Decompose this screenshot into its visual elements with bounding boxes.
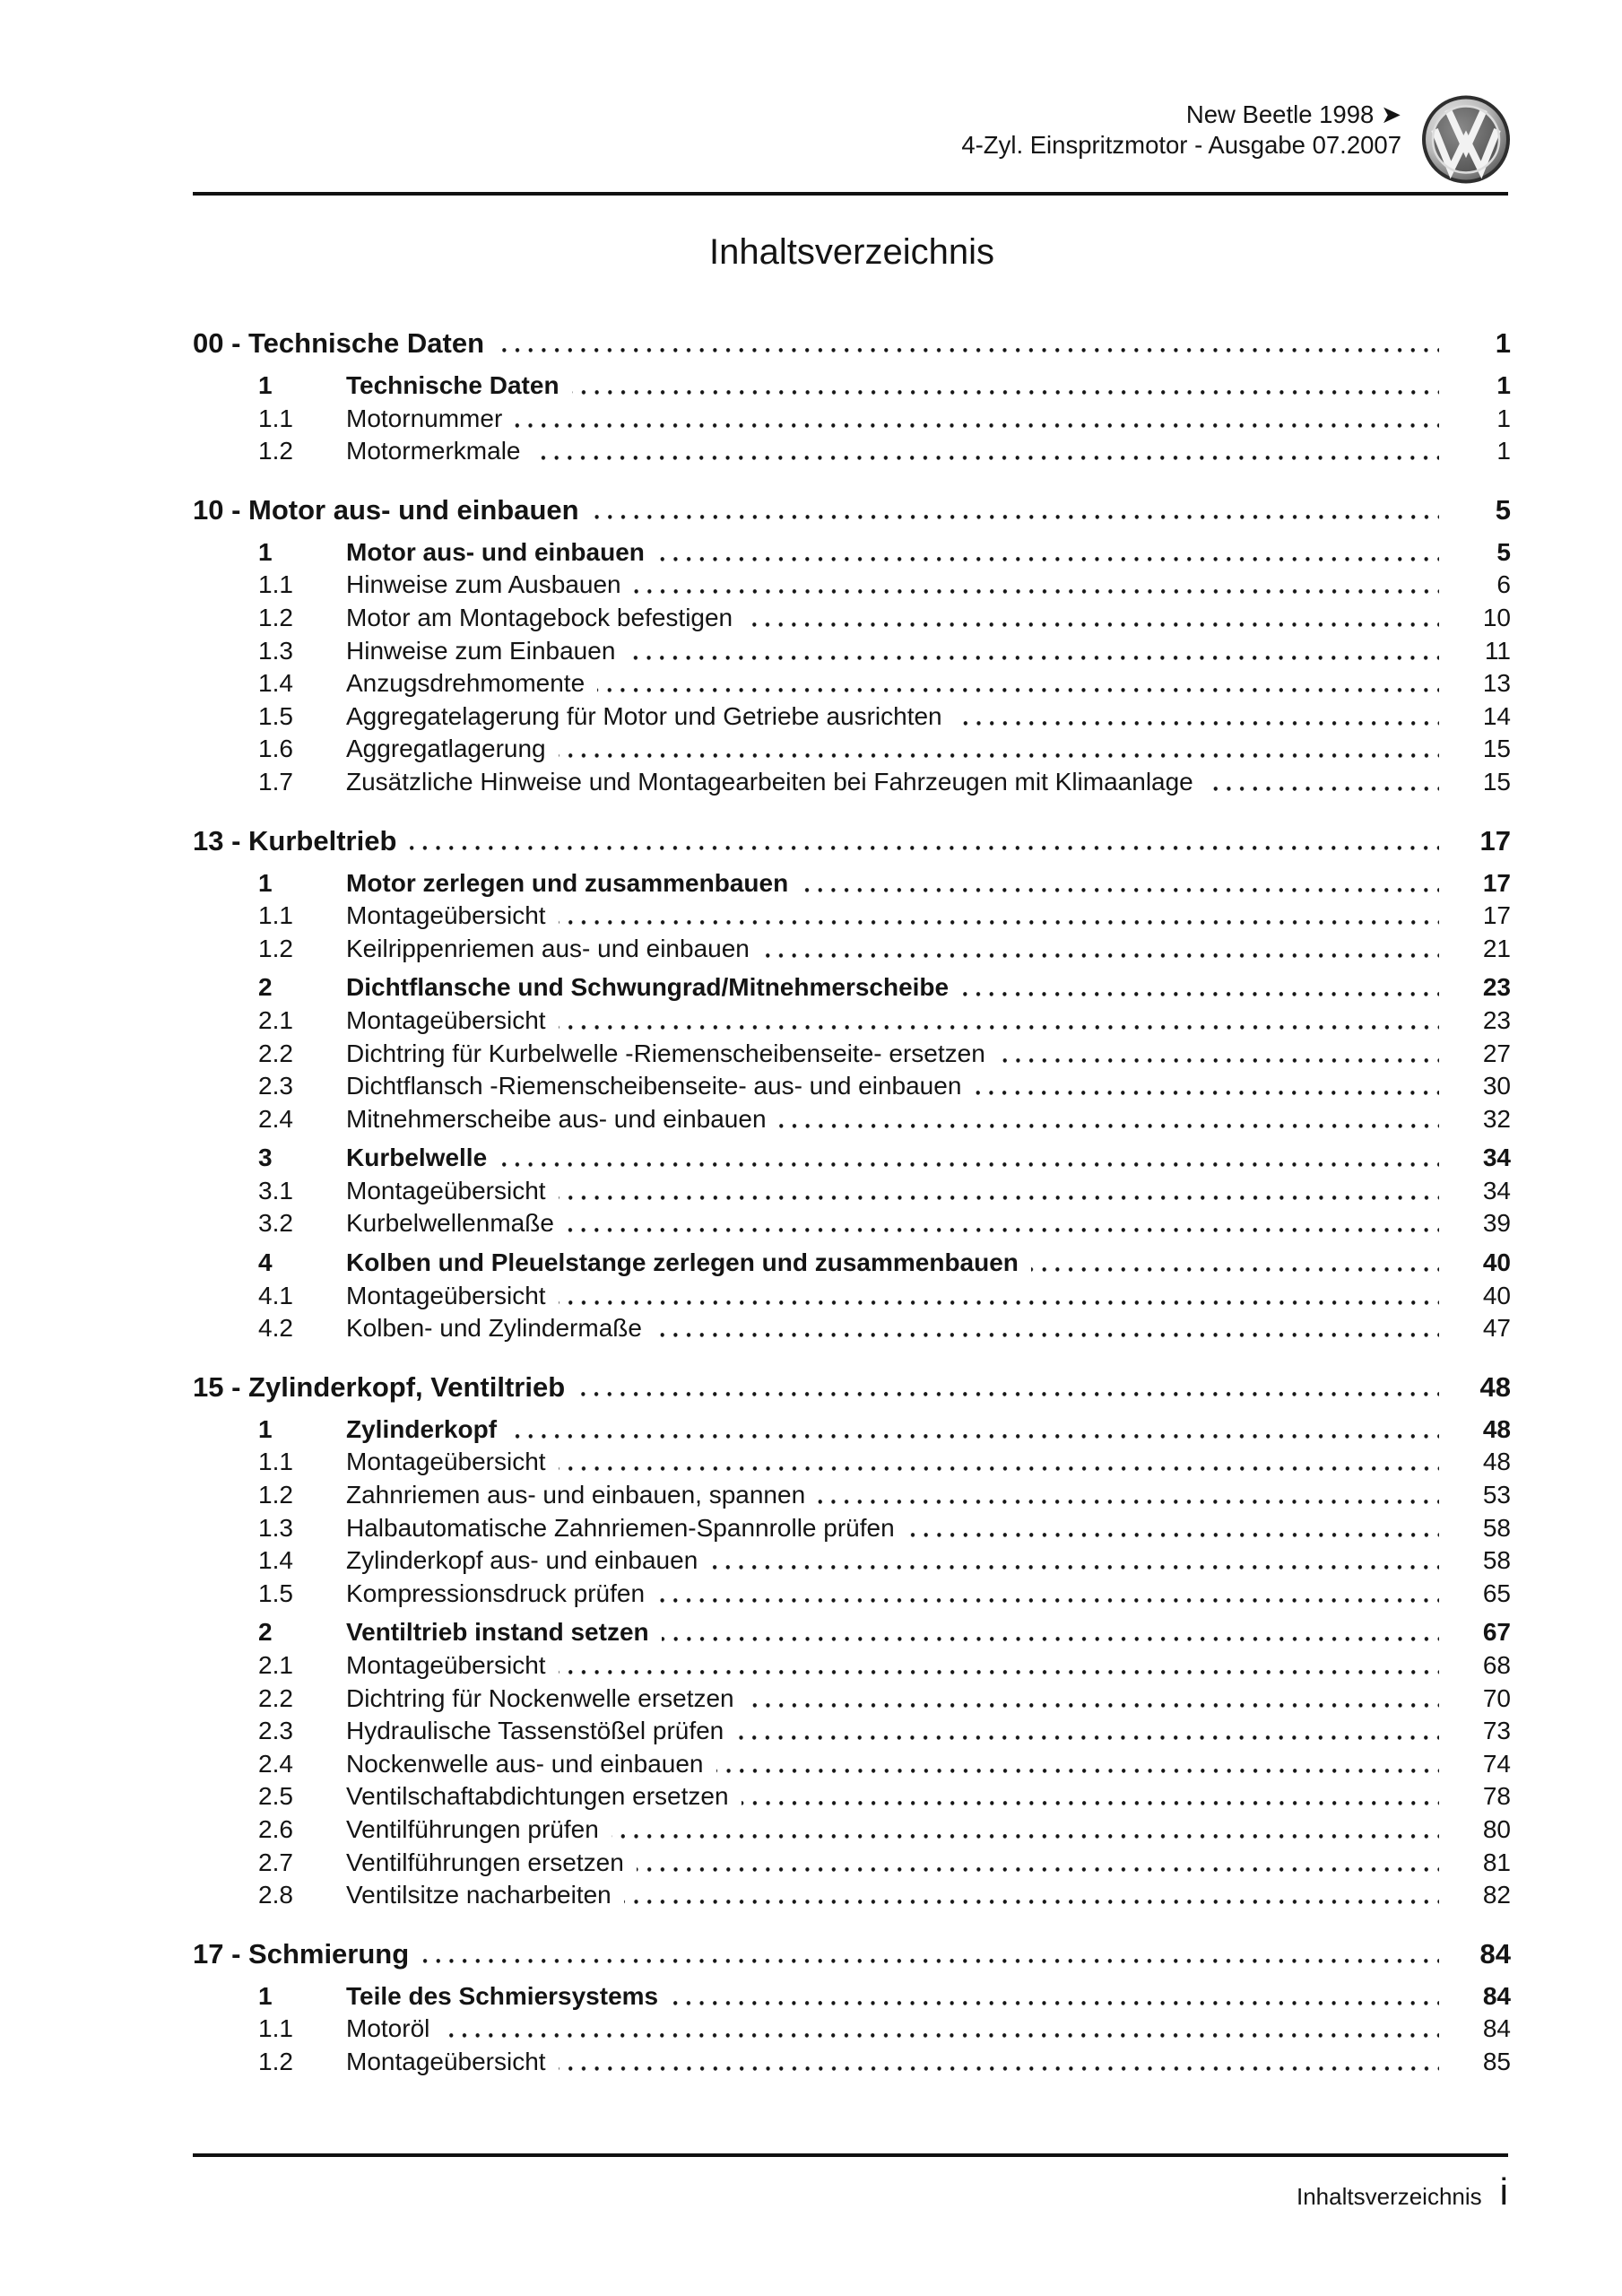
entry-number: 1.1 — [258, 570, 293, 599]
entry-number: 3.1 — [258, 1176, 293, 1205]
entry-row — [193, 971, 1511, 1004]
vw-logo — [1421, 93, 1511, 186]
entry-row — [193, 1312, 1511, 1345]
entry-row — [193, 733, 1511, 766]
entry-page-number: 53 — [1482, 1481, 1511, 1509]
document-footer — [193, 2170, 1508, 2213]
entry-page-number: 11 — [1484, 636, 1511, 665]
entry-title: Mitnehmerscheibe aus- und einbauen — [346, 1104, 767, 1133]
entry-page-number: 5 — [1496, 537, 1511, 566]
leader-dots — [597, 667, 1439, 700]
entry-page-number: 40 — [1482, 1248, 1511, 1277]
entry-title: Kurbelwellenmaße — [346, 1209, 554, 1238]
entry-row — [193, 1813, 1511, 1847]
entry-page-number: 1 — [1496, 371, 1511, 399]
entry-row — [193, 569, 1511, 602]
entry-number: 2.6 — [258, 1814, 293, 1843]
chapter-label: 00 - Technische Daten — [193, 327, 485, 359]
entry-number: 1 — [258, 371, 273, 399]
entry-row — [193, 635, 1511, 668]
entry-row — [193, 435, 1511, 468]
entry-number: 2.5 — [258, 1782, 293, 1811]
leader-dots — [499, 1142, 1439, 1175]
entry-page-number: 80 — [1482, 1814, 1511, 1843]
entry-number: 4.2 — [258, 1314, 293, 1343]
leader-dots — [736, 1715, 1439, 1748]
entry-title: Ventiltrieb instand setzen — [346, 1618, 649, 1647]
entry-page-number: 48 — [1482, 1414, 1511, 1443]
page-title: Inhaltsverzeichnis — [709, 232, 994, 272]
entry-number: 2.3 — [258, 1717, 293, 1745]
chapter-label: 13 - Kurbeltrieb — [193, 824, 397, 857]
entry-title: Ventilführungen ersetzen — [346, 1848, 624, 1876]
entry-number: 4 — [258, 1248, 273, 1277]
entry-title: Hinweise zum Ausbauen — [346, 570, 621, 599]
entry-page-number: 39 — [1482, 1209, 1511, 1238]
entry-title: Motor aus- und einbauen — [346, 537, 645, 566]
leader-dots — [628, 635, 1439, 668]
entry-row — [193, 602, 1511, 635]
entry-row — [193, 1413, 1511, 1447]
entry-title: Montageübersicht — [346, 1005, 546, 1034]
entry-row — [193, 403, 1511, 436]
leader-dots — [533, 435, 1439, 468]
entry-row — [193, 1280, 1511, 1313]
entry-row — [193, 667, 1511, 700]
entry-row — [193, 1780, 1511, 1813]
chapter-page-number: 1 — [1495, 327, 1511, 359]
entry-title: Keilrippenriemen aus- und einbauen — [346, 934, 750, 962]
entry-title: Kolben- und Zylindermaße — [346, 1314, 642, 1343]
chapter-page-number: 5 — [1495, 493, 1511, 526]
entry-page-number: 21 — [1482, 934, 1511, 962]
leader-dots — [742, 1780, 1439, 1813]
document-header — [193, 93, 1511, 186]
entry-row — [193, 1578, 1511, 1611]
leader-dots — [559, 900, 1439, 933]
entry-page-number: 47 — [1482, 1314, 1511, 1343]
entry-row — [193, 700, 1511, 734]
entry-page-number: 13 — [1482, 669, 1511, 698]
entry-title: Zylinderkopf aus- und einbauen — [346, 1546, 698, 1575]
leader-dots — [559, 733, 1439, 766]
entry-page-number: 1 — [1496, 404, 1511, 432]
entry-row — [193, 867, 1511, 900]
entry-number: 2.1 — [258, 1651, 293, 1679]
entry-page-number: 81 — [1482, 1848, 1511, 1876]
entry-number: 1.5 — [258, 1578, 293, 1607]
leader-dots — [572, 370, 1439, 403]
entry-number: 1.2 — [258, 2047, 293, 2075]
entry-page-number: 85 — [1482, 2047, 1511, 2075]
entry-page-number: 27 — [1482, 1039, 1511, 1067]
entry-row — [193, 1446, 1511, 1479]
entry-number: 2.2 — [258, 1039, 293, 1067]
leader-dots — [559, 1004, 1439, 1038]
entry-row — [193, 1616, 1511, 1649]
entry-row — [193, 1004, 1511, 1038]
entry-page-number: 74 — [1482, 1749, 1511, 1778]
leader-dots — [745, 602, 1439, 635]
leader-dots — [716, 1748, 1440, 1781]
leader-dots — [624, 1879, 1439, 1912]
entry-page-number: 32 — [1482, 1104, 1511, 1133]
leader-dots — [559, 1175, 1439, 1208]
footer-divider — [193, 2153, 1508, 2157]
entry-page-number: 84 — [1482, 2014, 1511, 2043]
entry-number: 1.5 — [258, 701, 293, 730]
entry-title: Ventilschaftabdichtungen ersetzen — [346, 1782, 729, 1811]
entry-row — [193, 2046, 1511, 2079]
leader-dots — [1206, 766, 1439, 799]
leader-dots — [747, 1683, 1439, 1716]
entry-row — [193, 1142, 1511, 1175]
entry-title: Motoröl — [346, 2014, 430, 2043]
leader-dots — [657, 536, 1439, 570]
entry-page-number: 68 — [1482, 1651, 1511, 1679]
entry-title: Hydraulische Tassenstößel prüfen — [346, 1717, 724, 1745]
leader-dots — [559, 1280, 1439, 1313]
entry-number: 1.2 — [258, 437, 293, 465]
entry-title: Halbautomatische Zahnriemen-Spannrolle prüfen — [346, 1513, 895, 1542]
entry-page-number: 15 — [1482, 735, 1511, 763]
entry-title: Motornummer — [346, 404, 503, 432]
leader-dots — [497, 323, 1439, 363]
chapter-page-number: 84 — [1479, 1937, 1511, 1970]
entry-number: 2.8 — [258, 1881, 293, 1909]
entry-page-number: 17 — [1482, 901, 1511, 930]
leader-dots — [509, 1413, 1439, 1447]
entry-row — [193, 1207, 1511, 1240]
entry-row — [193, 900, 1511, 933]
entry-title: Montageübersicht — [346, 1176, 546, 1205]
entry-row — [193, 1070, 1511, 1103]
entry-number: 1.2 — [258, 1481, 293, 1509]
entry-title: Kurbelwelle — [346, 1144, 488, 1172]
entry-row — [193, 1512, 1511, 1545]
entry-page-number: 82 — [1482, 1881, 1511, 1909]
entry-title: Zusätzliche Hinweise und Montagearbeiten bei Fahrzeugen mit Klimaanlage — [346, 767, 1193, 796]
leader-dots — [442, 2013, 1439, 2046]
entry-title: Technische Daten — [346, 371, 559, 399]
entry-page-number: 23 — [1482, 973, 1511, 1002]
entry-page-number: 58 — [1482, 1546, 1511, 1575]
leader-dots — [762, 933, 1439, 966]
entry-number: 4.1 — [258, 1281, 293, 1309]
entry-number: 1.1 — [258, 2014, 293, 2043]
entry-row — [193, 1683, 1511, 1716]
entry-title: Montageübersicht — [346, 901, 546, 930]
entry-number: 2.2 — [258, 1683, 293, 1712]
entry-number: 1 — [258, 1981, 273, 2010]
entry-row — [193, 1479, 1511, 1512]
entry-title: Montageübersicht — [346, 1651, 546, 1679]
entry-number: 1.7 — [258, 767, 293, 796]
entry-page-number: 34 — [1482, 1144, 1511, 1172]
entry-title: Montageübersicht — [346, 1281, 546, 1309]
entry-number: 1.4 — [258, 669, 293, 698]
entry-number: 1.2 — [258, 934, 293, 962]
entry-number: 1.2 — [258, 603, 293, 631]
entry-page-number: 73 — [1482, 1717, 1511, 1745]
chapter-row — [193, 1367, 1511, 1407]
entry-row — [193, 536, 1511, 570]
entry-number: 2.4 — [258, 1104, 293, 1133]
leader-dots — [1031, 1247, 1439, 1280]
entry-number: 1 — [258, 537, 273, 566]
entry-page-number: 14 — [1482, 701, 1511, 730]
chapter-row — [193, 1934, 1511, 1974]
entry-title: Motor am Montagebock befestigen — [346, 603, 733, 631]
entry-number: 3 — [258, 1144, 273, 1172]
entry-page-number: 17 — [1482, 868, 1511, 897]
entry-title: Motor zerlegen und zusammenbauen — [346, 868, 789, 897]
entry-number: 2 — [258, 1618, 273, 1647]
chapter-row — [193, 490, 1511, 530]
entry-row — [193, 2013, 1511, 2046]
entry-number: 2.3 — [258, 1072, 293, 1100]
chapter-label: 15 - Zylinderkopf, Ventiltrieb — [193, 1370, 566, 1403]
entry-row — [193, 1879, 1511, 1912]
entry-title: Dichtflansche und Schwungrad/Mitnehmerscheibe — [346, 973, 950, 1002]
entry-page-number: 30 — [1482, 1072, 1511, 1100]
entry-number: 1 — [258, 868, 273, 897]
entry-row — [193, 1847, 1511, 1880]
chapter-row — [193, 821, 1511, 861]
chapter-page-number: 17 — [1479, 824, 1511, 857]
leader-dots — [634, 569, 1439, 602]
entry-title: Anzugsdrehmomente — [346, 669, 585, 698]
entry-row — [193, 1748, 1511, 1781]
entry-row — [193, 766, 1511, 799]
entry-page-number: 70 — [1482, 1683, 1511, 1712]
entry-number: 1 — [258, 1414, 273, 1443]
footer-page-number: i — [1499, 2170, 1508, 2213]
chapter-label: 10 - Motor aus- und einbauen — [193, 493, 579, 526]
leader-dots — [779, 1103, 1439, 1136]
entry-number: 1.1 — [258, 404, 293, 432]
entry-title: Aggregatlagerung — [346, 735, 546, 763]
entry-number: 1.1 — [258, 1448, 293, 1476]
entry-page-number: 84 — [1482, 1981, 1511, 2010]
entry-title: Montageübersicht — [346, 2047, 546, 2075]
entry-number: 3.2 — [258, 1209, 293, 1238]
leader-dots — [567, 1207, 1439, 1240]
entry-number: 2 — [258, 973, 273, 1002]
entry-page-number: 6 — [1496, 570, 1511, 599]
leader-dots — [577, 1367, 1439, 1407]
entry-page-number: 78 — [1482, 1782, 1511, 1811]
leader-dots — [559, 1649, 1439, 1683]
entry-number: 1.3 — [258, 636, 293, 665]
entry-page-number: 10 — [1482, 603, 1511, 631]
header-divider — [193, 192, 1508, 196]
chapter-row — [193, 323, 1511, 363]
entry-page-number: 65 — [1482, 1578, 1511, 1607]
leader-dots — [671, 1980, 1439, 2013]
leader-dots — [592, 490, 1439, 530]
entry-row — [193, 1980, 1511, 2013]
leader-dots — [907, 1512, 1439, 1545]
entry-title: Teile des Schmiersystems — [346, 1981, 659, 2010]
leader-dots — [955, 700, 1439, 734]
entry-title: Zylinderkopf — [346, 1414, 498, 1443]
entry-title: Hinweise zum Einbauen — [346, 636, 616, 665]
leader-dots — [961, 971, 1439, 1004]
entry-row — [193, 1103, 1511, 1136]
entry-number: 1.6 — [258, 735, 293, 763]
entry-row — [193, 370, 1511, 403]
chapter-page-number: 48 — [1479, 1370, 1511, 1403]
leader-dots — [655, 1312, 1439, 1345]
leader-dots — [559, 1446, 1439, 1479]
entry-title: Aggregatelagerung für Motor und Getriebe ausrichten — [346, 701, 942, 730]
entry-number: 2.4 — [258, 1749, 293, 1778]
table-of-contents — [193, 323, 1511, 2079]
entry-row — [193, 1715, 1511, 1748]
entry-number: 1.1 — [258, 901, 293, 930]
model-range-line: New Beetle 1998 ➤ — [1185, 100, 1401, 128]
entry-title: Dichtflansch -Riemenscheibenseite- aus- und einbauen — [346, 1072, 962, 1100]
entry-title: Kompressionsdruck prüfen — [346, 1578, 646, 1607]
entry-page-number: 48 — [1482, 1448, 1511, 1476]
entry-row — [193, 1247, 1511, 1280]
engine-edition-line: 4-Zyl. Einspritzmotor - Ausgabe 07.2007 — [961, 131, 1401, 159]
entry-number: 2.7 — [258, 1848, 293, 1876]
entry-page-number: 1 — [1496, 437, 1511, 465]
leader-dots — [818, 1479, 1439, 1512]
leader-dots — [421, 1934, 1439, 1974]
entry-number: 1.4 — [258, 1546, 293, 1575]
document-header-text — [961, 93, 1401, 161]
entry-page-number: 67 — [1482, 1618, 1511, 1647]
leader-dots — [409, 821, 1439, 861]
entry-row — [193, 1175, 1511, 1208]
leader-dots — [637, 1847, 1439, 1880]
entry-number: 1.3 — [258, 1513, 293, 1542]
entry-page-number: 23 — [1482, 1005, 1511, 1034]
entry-title: Dichtring für Nockenwelle ersetzen — [346, 1683, 734, 1712]
leader-dots — [612, 1813, 1439, 1847]
entry-title: Dichtring für Kurbelwelle -Riemenscheibenseite- ersetzen — [346, 1039, 985, 1067]
entry-row — [193, 1649, 1511, 1683]
entry-title: Ventilsitze nacharbeiten — [346, 1881, 612, 1909]
chapter-label: 17 - Schmierung — [193, 1937, 410, 1970]
entry-page-number: 15 — [1482, 767, 1511, 796]
leader-dots — [710, 1544, 1439, 1578]
footer-section-label: Inhaltsverzeichnis — [1297, 2183, 1482, 2210]
entry-page-number: 58 — [1482, 1513, 1511, 1542]
entry-row — [193, 933, 1511, 966]
entry-title: Zahnriemen aus- und einbauen, spannen — [346, 1481, 806, 1509]
leader-dots — [515, 403, 1439, 436]
leader-dots — [801, 867, 1439, 900]
entry-row — [193, 1544, 1511, 1578]
entry-number: 2.1 — [258, 1005, 293, 1034]
leader-dots — [998, 1038, 1439, 1071]
entry-title: Ventilführungen prüfen — [346, 1814, 599, 1843]
entry-title: Kolben und Pleuelstange zerlegen und zusammenbauen — [346, 1248, 1019, 1277]
leader-dots — [662, 1616, 1439, 1649]
entry-title: Motormerkmale — [346, 437, 521, 465]
leader-dots — [559, 2046, 1439, 2079]
leader-dots — [974, 1070, 1439, 1103]
entry-title: Nockenwelle aus- und einbauen — [346, 1749, 704, 1778]
entry-page-number: 40 — [1482, 1281, 1511, 1309]
leader-dots — [657, 1578, 1439, 1611]
entry-title: Montageübersicht — [346, 1448, 546, 1476]
entry-row — [193, 1038, 1511, 1071]
entry-page-number: 34 — [1482, 1176, 1511, 1205]
